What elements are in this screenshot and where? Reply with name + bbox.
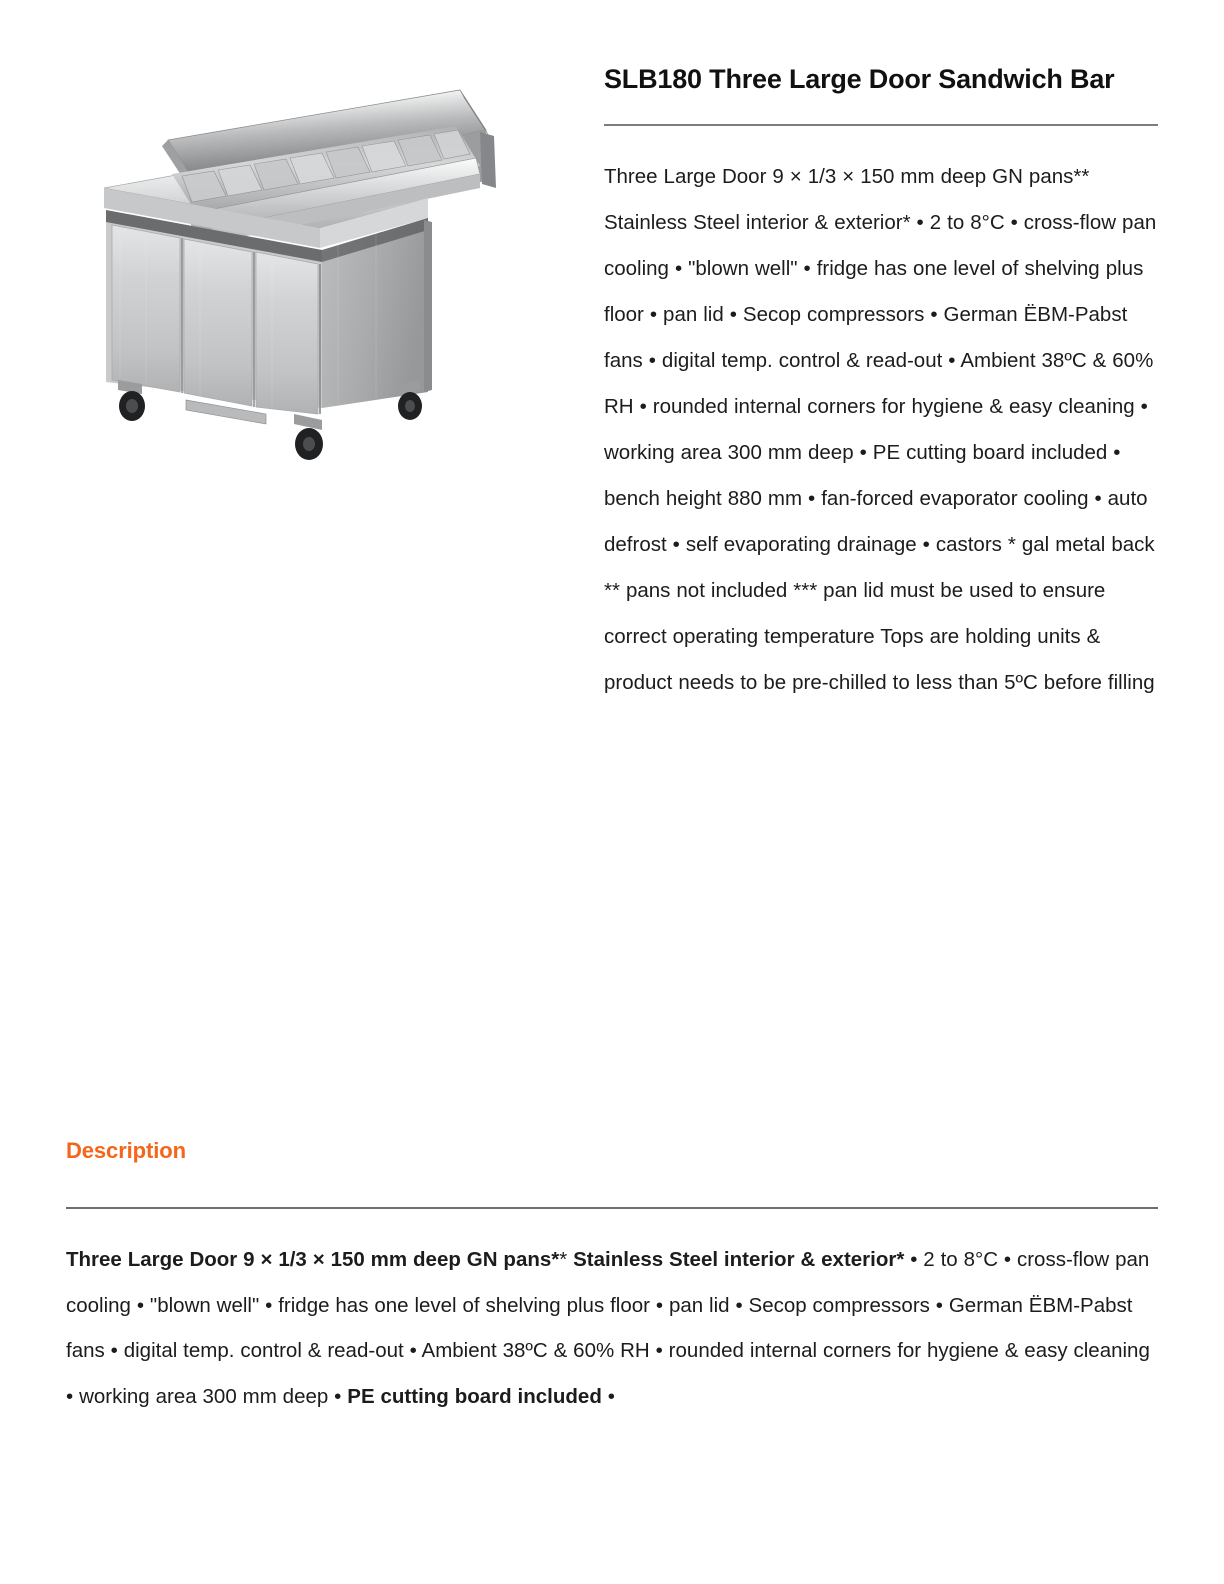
castor-back-right xyxy=(396,380,422,420)
description-heading: Description xyxy=(66,1138,186,1163)
sandwich-bar-illustration xyxy=(76,62,516,462)
product-long-description xyxy=(66,1237,1158,1419)
title-divider xyxy=(604,124,1158,126)
long-description-footnote-stars: * xyxy=(559,1248,568,1271)
product-image[interactable] xyxy=(76,62,516,462)
castor-left xyxy=(118,380,145,421)
product-info-column xyxy=(566,62,1158,706)
description-divider xyxy=(66,1207,1158,1209)
long-description-bold-mid: Stainless Steel interior & exterior* xyxy=(567,1248,905,1271)
long-description-bold-tail: PE cutting board included xyxy=(347,1384,602,1408)
long-description-bold-lead: Three Large Door 9 × 1/3 × 150 mm deep GN pans* xyxy=(66,1248,560,1271)
description-section xyxy=(66,1138,1158,1419)
product-media-column xyxy=(66,62,566,462)
long-description-tail: • xyxy=(601,1384,615,1408)
product-overview xyxy=(66,0,1158,706)
castor-front-right xyxy=(294,414,323,460)
product-short-description: Three Large Door 9 × 1/3 × 150 mm deep GN pans** Stainless Steel interior & exterior* • 2 to 8°C • cross-flow pan cooling • "blown well" • fridge has one level of shelving plus floor • pan lid • Secop compressors • German ËBM-Pabst fans • digital temp. control & read-out • Ambient 38ºC & 60% RH • rounded internal corners for hygiene & easy cleaning • working area 300 mm deep • PE cutting board included • bench height 880 mm • fan-forced evaporator cooling • auto defrost • self evaporating drainage • castors * gal metal back ** pans not included *** pan lid must be used to ensure correct operating temperature Tops are holding units & product needs to be pre-chilled to less than 5ºC before filling xyxy=(604,164,1157,694)
page-title: SLB180 Three Large Door Sandwich Bar xyxy=(604,64,1115,94)
long-description-body: • 2 to 8°C • cross-flow pan cooling • "blown well" • fridge has one level of shelving plus floor • pan lid • Secop compressors • German ËBM-Pabst fans • digital temp. control & read-out • Ambient 38ºC & 60% RH • rounded internal corners for hygiene & easy cleaning • working area 300 mm deep • xyxy=(66,1248,1150,1408)
